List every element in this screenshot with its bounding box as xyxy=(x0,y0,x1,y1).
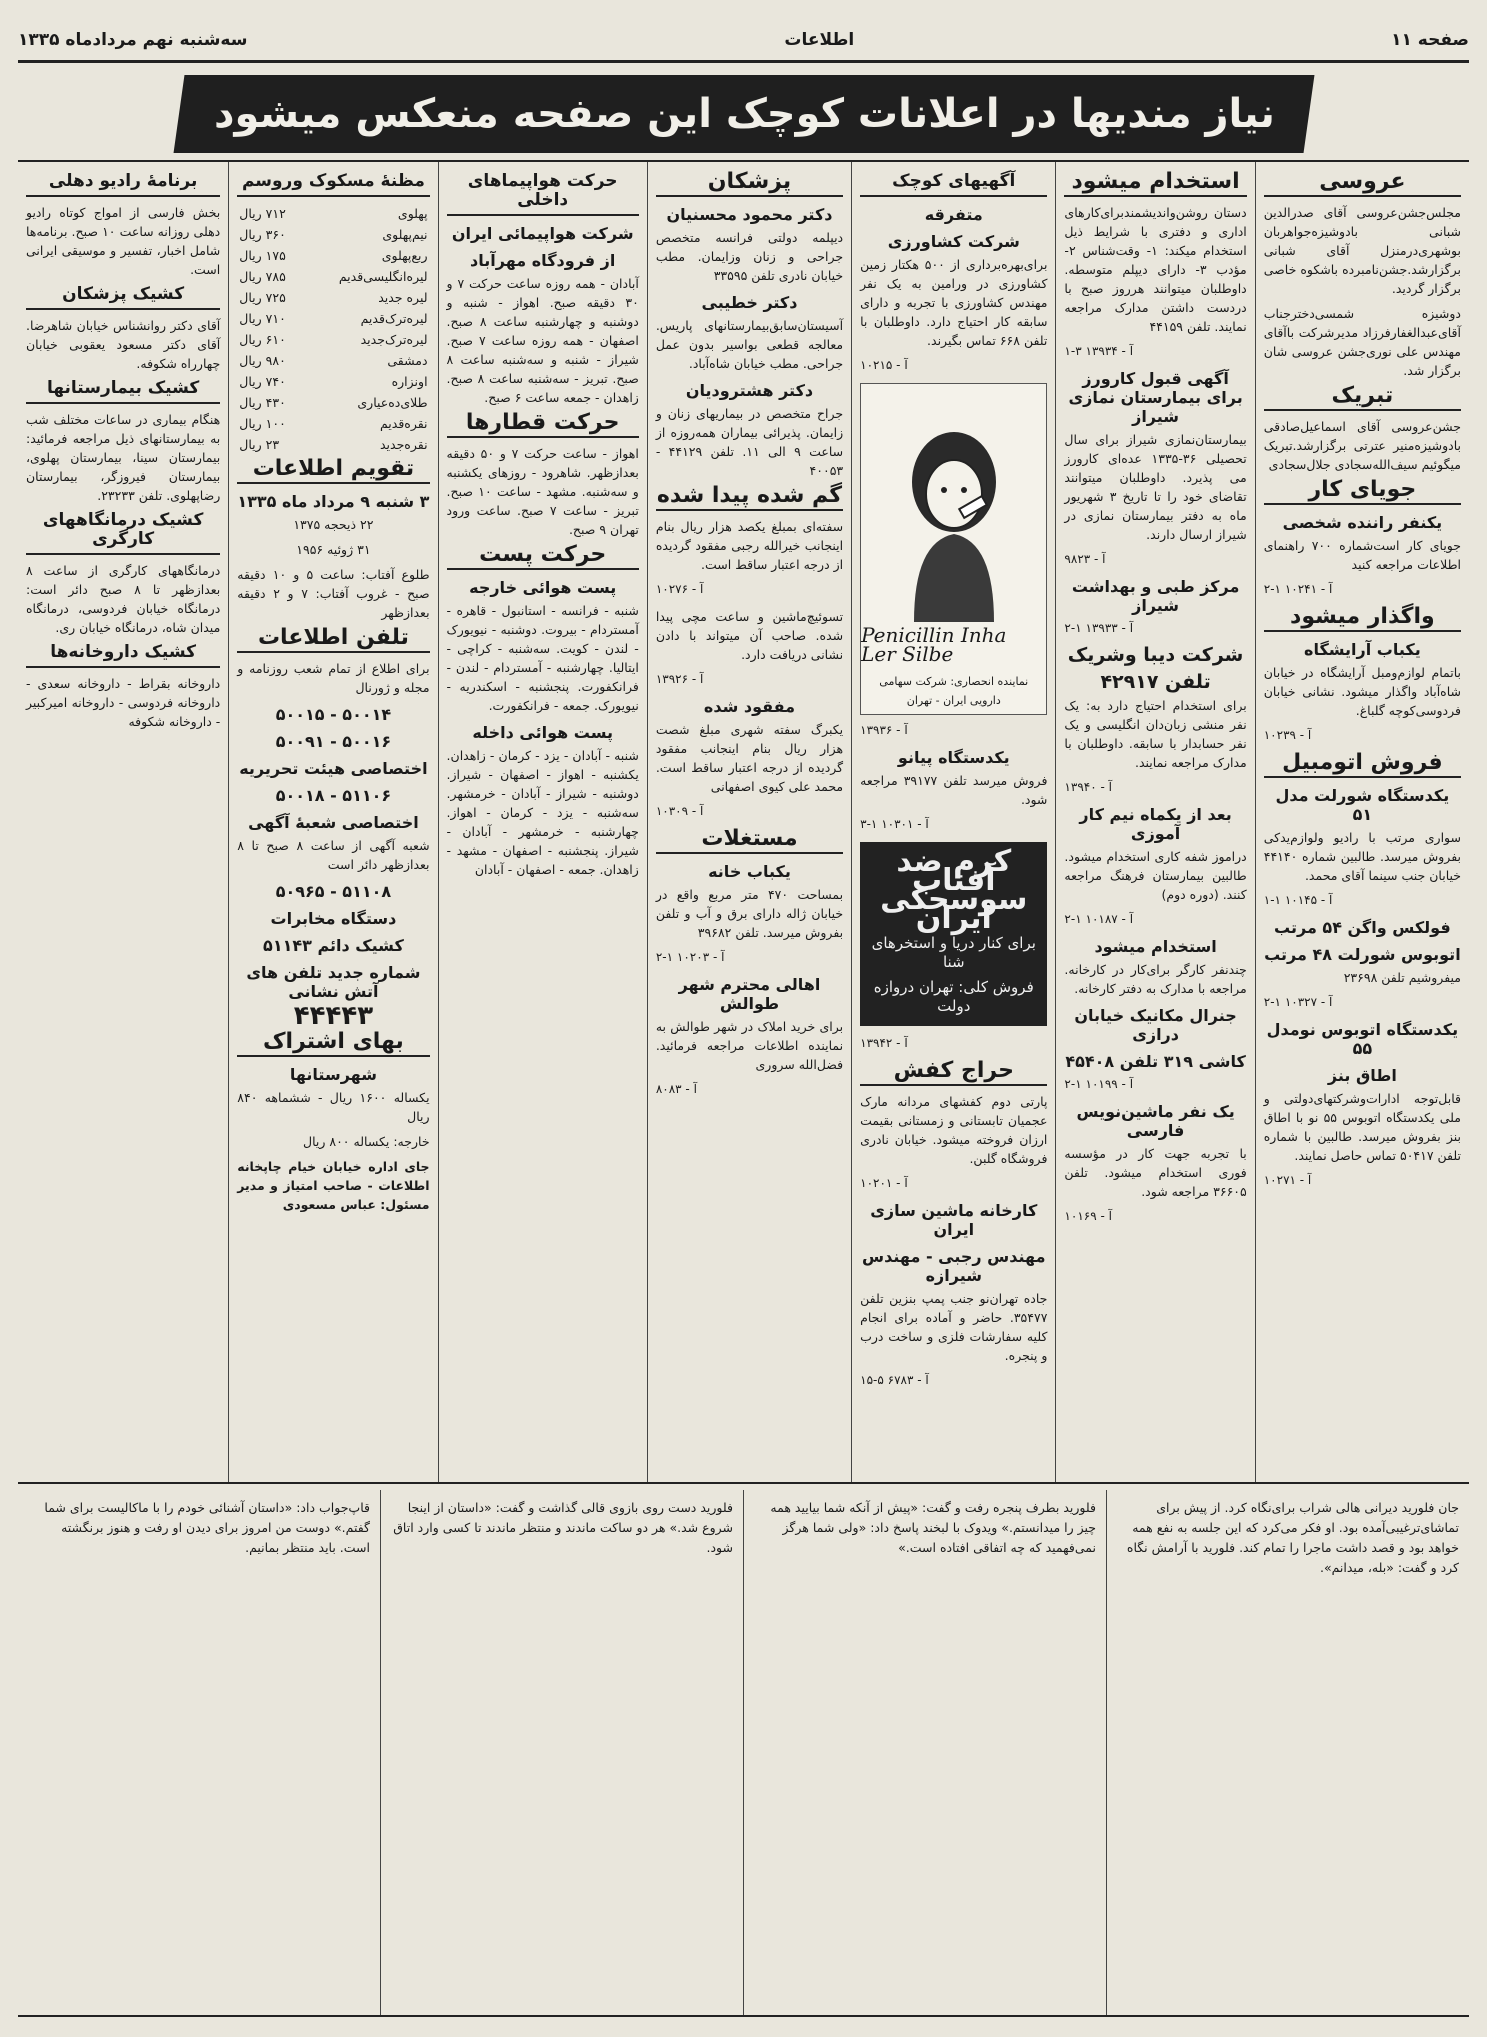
coin-price: ۷۴۰ ریال xyxy=(239,374,286,389)
trains-text: اهواز - ساعت حرکت ۷ و ۵۰ دقیقه بعدازظهر. شاهرود - روزهای یکشنبه و سه‌شنبه. مشهد - ساعت ۱۰ صبح. تبریز - ساعت ۷ صبح. ساعت ورود تهران ۹ صبح. xyxy=(446,446,639,537)
subscription-heading: بهای اشتراک xyxy=(237,1032,429,1057)
doctor-2-text: آسیستان‌سابق‌بیمارستانهای پاریس. معالجه قطعی بواسیر بدون عمل جراحی. مطب خیابان شاه‌آباد. xyxy=(655,318,844,371)
mechanic-title: جنرال مکانیک خیابان درازی xyxy=(1074,1006,1237,1044)
lost-found-text-1: سفته‌ای بمبلغ یکصد هزار ریال بنام اینجانب خیرالله رجبی مفقود گردیده از درجه اعتبار ساقط است. xyxy=(655,519,844,572)
phone-text: برای اطلاع از تمام شعب روزنامه و مجله و ژورنال xyxy=(237,661,430,695)
calendar-date-lunar: ۲۲ ذیحجه ۱۳۷۵ xyxy=(293,517,374,532)
ad-ref: آ - ۱۳۹۲۶ xyxy=(655,672,704,686)
coin-price: ۷۸۵ ریال xyxy=(239,269,286,284)
mechanic-phone: کاشی ۳۱۹ تلفن ۴۵۴۰۸ xyxy=(1065,1052,1246,1071)
benz-cabin-title: اطاق بنز xyxy=(1327,1066,1397,1085)
airline-title: شرکت هواپیمائی ایران xyxy=(451,224,634,243)
woman-illustration xyxy=(884,422,1024,622)
fire-dept-heading: شماره جدید تلفن های آتش نشانی xyxy=(246,963,421,1001)
ad-dept-text: شعبه آگهی از ساعت ۸ صبح تا ۸ بعدازظهر دائر است xyxy=(237,838,430,872)
ad-ref: آ - ۱۳۹۴۰ xyxy=(1064,780,1112,794)
price-row xyxy=(237,224,429,245)
duty-hospitals-heading: کشیک بیمارستانها xyxy=(26,379,220,404)
price-row xyxy=(237,308,429,329)
doctors-heading: پزشکان xyxy=(656,172,843,197)
new-bus-text: قابل‌توجه ادارات‌و‌شرکتهای‌دولتی و ملی یکدستگاه اتوبوس ۵۵ نو با اطاق بنز بفروش میرسد. طالبین با شماره تلفن ۵۰۴۱۷ تماس حاصل نمایند. xyxy=(1263,1091,1462,1163)
chevrolet-text: سواری مرتب با رادیو ولوازم‌یدکی بفروش میرسد. طالبین شماره ۴۴۱۴۰ خیابان جنب سینما آقای محمد. xyxy=(1263,830,1461,883)
machine-factory-text: جاده تهران‌نو جنب پمپ بنزین تلفن ۳۵۴۷۷. حاضر و آماده برای انجام کلیه سفارشات فلزی و ساخت درب و پنجره. xyxy=(860,1291,1048,1363)
penicillin-sub: نماینده انحصاری: شرکت سهامی دارویی ایران - تهران xyxy=(879,675,1029,707)
shoe-sale-text: پارتی دوم کفشهای مردانه مارک عجمیان تابستانی و زمستانی بقیمت ارزان فروخته میشود. خیابان نادری فروشگاه گلبن. xyxy=(860,1094,1048,1166)
transfer-heading: واگذار میشود xyxy=(1264,607,1461,632)
domestic-post-title: پست هوائی داخله xyxy=(472,723,613,742)
coin-price: ۳۶۰ ریال xyxy=(239,227,286,242)
ad-ref: آ - ۱۰۲۳۹ xyxy=(1263,728,1312,742)
machine-factory-engineers: مهندس رجبی - مهندس شیرازه xyxy=(862,1247,1046,1285)
ad-ref: آ - ۱۳۹۳۴ ۳-۱ xyxy=(1064,344,1134,358)
congrats-text: جشن‌عروسی آقای اسماعیل‌صادقی بادوشیزه‌منیر عترتی برگزار‌شد.تبریک ‌میگوئیم سیف‌الله‌سجادی جلال‌سجادی xyxy=(1263,419,1461,472)
chevrolet-title: یکدستگاه شورلت مدل ۵۱ xyxy=(1275,786,1450,824)
page-number: صفحه ۱۱ xyxy=(1391,30,1469,50)
coin-price: ۱۰۰ ریال xyxy=(239,416,286,431)
ad-ref: آ - ۱۰۳۰۱ ۱-۳ xyxy=(860,817,929,831)
coin-price: ۷۱۲ ریال xyxy=(239,206,286,221)
duty-doctors-heading: کشیک پزشکان xyxy=(26,285,220,310)
publisher-footer: جای اداره خیابان خیام چاپخانه اطلاعات - صاحب امتیاز و مدیر مسئول: عباس مسعودی xyxy=(237,1159,430,1212)
coin-name: نقره‌جدید xyxy=(379,437,428,452)
ad-ref: آ - ۱۰۳۰۹ xyxy=(655,804,704,818)
flights-heading: حرکت هواپیماهای داخلی xyxy=(447,172,639,216)
bus-title: اتوبوس شورلت ۴۸ مرتب xyxy=(1264,945,1461,964)
congrats-heading: تبریک xyxy=(1264,386,1461,411)
house-title: یکباب خانه xyxy=(708,862,791,881)
editorial-phone: ۵۱۱۰۶ - ۵۰۰۱۸ xyxy=(275,786,392,805)
coin-price: ۷۱۰ ریال xyxy=(239,311,286,326)
ad-ref: آ - ۸۰۸۳ xyxy=(655,1082,697,1096)
volkswagen-title: فولکس واگن ۵۴ مرتب xyxy=(1274,918,1451,937)
ad-ref: آ - ۱۰۲۷۶ xyxy=(655,582,704,596)
diba-title: شرکت دیبا وشریک xyxy=(1067,644,1244,666)
doctor-3-text: جراح متخصص در بیماریهای زنان و زایمان. پذیرائی بیماران همه‌روزه از ساعت ۹ الی ۱۱. تلفن ۴۴۱۲۹ - ۴۰۰۵۳ xyxy=(655,406,844,478)
ad-ref: آ - ۱۰۱۹۹ ۱-۲ xyxy=(1064,1077,1134,1091)
coin-price: ۹۸۰ ریال xyxy=(239,353,286,368)
barbershop-title: یکباب آرایشگاه xyxy=(1304,640,1421,659)
doctor-3-name: دکتر هشترودیان xyxy=(685,381,814,400)
column-doctors xyxy=(647,162,851,1482)
price-row xyxy=(237,371,429,392)
column-prices-calendar xyxy=(228,162,437,1482)
ad-ref: آ - ۶۷۸۳ ۵-۱۵ xyxy=(860,1373,929,1387)
duty-doctors-text: آقای دکتر روانشناس خیابان شاهرضا. آقای دکتر مسعود یعقوبی خیابان چهارراه شکوفه. xyxy=(26,318,221,371)
subscription-provinces: شهرستانها xyxy=(289,1065,377,1084)
calendar-date-solar: ۳ شنبه ۹ مرداد ماه ۱۳۳۵ xyxy=(237,492,430,511)
subscription-price-1: یکساله ۱۶۰۰ ریال - ششماهه ۸۴۰ ریال xyxy=(237,1090,430,1124)
sunscreen-ad xyxy=(860,842,1047,1026)
vw-text: میفروشیم تلفن ۲۳۶۹۸ xyxy=(1343,970,1461,985)
price-row xyxy=(237,203,429,224)
ad-dept-phone: ۵۱۱۰۸ - ۵۰۹۶۵ xyxy=(275,882,392,901)
hiring-text: چندنفر کارگر برای‌کار در کارخانه. مراجعه با مدارک به دفتر کارخانه. xyxy=(1064,962,1247,996)
domestic-post-text: شنبه - آبادان - یزد - کرمان - زاهدان. یکشنبه - اهواز - اصفهان - شیراز. دوشنبه - شیراز - آبادان - خرمشهر. سه‌شنبه - یزد - کرمان - اهواز. چهارشنبه - خرمشهر - آبادان - شیراز. پنجشنبه - اصفهان - مشهد - زاهدان. جمعه - اصفهان - آبادان xyxy=(446,748,639,877)
phone-numbers-2: ۵۰۰۱۶ - ۵۰۰۹۱ xyxy=(275,732,392,751)
price-row xyxy=(237,266,429,287)
radio-text: بخش فارسی از امواج کوتاه رادیو دهلی روزانه ساعت ۱۰ صبح. برنامه‌ها شامل اخبار، تفسیر و موسیقی ایرانی است. xyxy=(26,205,221,277)
ad-ref: آ - ۱۰۳۲۷ ۱-۲ xyxy=(1263,995,1333,1009)
coin-name: اونزاره xyxy=(391,374,428,389)
diba-phone: تلفن ۴۲۹۱۷ xyxy=(1100,671,1211,693)
ad-ref: آ - ۱۳۹۳۳ ۱-۲ xyxy=(1064,621,1134,635)
sunscreen-title: کرم ضد آفتاب سوسحکی ایران xyxy=(880,844,1028,936)
typist-text: با تجربه جهت کار در مؤسسه فوری استخدام میشود. تلفن ۳۶۶۰۵ مراجعه شود. xyxy=(1064,1146,1247,1199)
coin-price: ۱۷۵ ریال xyxy=(239,248,286,263)
issue-date: سه‌شنبه نهم مردادماه ۱۳۳۵ xyxy=(18,30,248,50)
phone-numbers-1: ۵۰۰۱۴ - ۵۰۰۱۵ xyxy=(275,705,392,724)
ad-ref: آ - ۱۳۹۳۶ xyxy=(860,723,908,737)
new-bus-title: یکدستگاه اتوبوس نومدل ۵۵ xyxy=(1266,1020,1459,1058)
sunscreen-dealer: فروش کلی: تهران دروازه دولت xyxy=(873,978,1034,1015)
piano-title: یکدستگاه پیانو xyxy=(897,748,1010,767)
coin-name: طلای‌ده‌عیاری xyxy=(357,395,428,410)
foreign-post-text: شنبه - فرانسه - استانبول - قاهره - آمستردام - بیروت. دوشنبه - نیویورک - لندن - کویت. سه‌شنبه - کراچی - ایتالیا. چهارشنبه - آمستردام - لندن - فرانکفورت. پنجشنبه - اسکندریه - نیویورک. جمعه - فرانکفورت. xyxy=(446,603,639,713)
doctor-2-name: دکتر خطیبی xyxy=(701,293,798,312)
intern-text: بیمارستان‌نمازی شیراز برای سال تحصیلی ۳۶-۱۳۳۵ عده‌ای کارورز می پذیرد. داوطلبان میتوانند تقاضای خود را تا تاریخ ۳ شهریور ماه به دفتر بیمارستان نمازی در شیراز ارسال دارند. xyxy=(1064,432,1247,542)
agri-company-text: برای‌بهره‌برداری از ۵۰۰ هکتار زمین کشاورزی در ورامین به یک نفر مهندس کشاورزی با تجربه و دارای سابقه کار احتیاج دارد. داوطلبان با تلفن ۶۶۸ تماس بگیرند. xyxy=(860,257,1048,348)
story-column-4: قاپ‌جواب داد: «داستان آشنائی خودم را با ماکالیست برای شما گفتم.» دوست من امروز برای دیدن او رفت و هنوز برنگشته است. باید منتظر بمانیم. xyxy=(44,1500,370,1555)
piano-text: فروش میرسد تلفن ۳۹۱۷۷ مراجعه شود. xyxy=(860,773,1048,807)
shiraz-health-title: مرکز طبی و بهداشت شیراز xyxy=(1071,577,1240,615)
subscription-price-2: خارجه: یکساله ۸۰۰ ریال xyxy=(302,1134,430,1149)
doctor-1-name: دکتر محمود محسنیان xyxy=(666,205,833,224)
newspaper-page xyxy=(18,20,1469,2020)
ad-dept-heading: اختصاصی شعبهٔ آگهی xyxy=(248,813,419,832)
ad-ref: آ - ۱۰۲۰۳ ۱-۲ xyxy=(655,950,725,964)
coin-prices-heading: مظنهٔ مسکوک وروسم xyxy=(237,172,429,197)
lost-found-text-2: تسوئیچ‌ماشین و ساعت مچی پیدا شده. صاحب آن میتواند با دادن نشانی دریافت دارد. xyxy=(655,609,844,662)
column-radio-duty xyxy=(18,162,228,1482)
sunscreen-sub: برای کنار دریا و استخرهای شنا xyxy=(871,934,1036,971)
telecom-heading: دستگاه مخابرات xyxy=(270,909,397,928)
driver-ad-title: یکنفر راننده شخصی xyxy=(1282,513,1443,532)
foreign-post-title: پست هوائی خارجه xyxy=(469,578,617,597)
wedding-text-1: مجلس‌جشن‌عروسی آقای صدرالدین شبانی باد‌وشیزه‌جواهر‌بان بوشهری‌در‌منزل آقای شبانی برگزار‌شد.جشن‌نامبرده باشکوه خاصی برگزار گردید. xyxy=(1263,205,1461,296)
training-text: دراموز شفه کاری استخدام میشود. طالبین بیمارستان فرهنگ مراجعه کنند. (دوره دوم) xyxy=(1064,849,1247,902)
flights-text: آبادان - همه روزه ساعت حرکت ۷ و ۳۰ دقیقه صبح. اهواز - شنبه و دوشنبه و چهارشنبه ساعت ۸ صبح. اصفهان - همه روزه ساعت ۷ صبح. شیراز - شنبه و سه‌شنبه ساعت ۸ صبح. تبریز - سه‌شنبه ساعت ۸ صبح. زاهدان - جمعه ساعت ۶ صبح. xyxy=(446,276,639,405)
coin-name: لیره جدید xyxy=(378,290,428,305)
story-column-1: جان فلورید دیرانی هالی شراب برای‌نگاه کرد. از پیش برای تماشای‌ترغیبی‌آمده بود. او فکر می‌کرد که این جلسه به نفع همه خواهد بود و قصد داشت ماجرا را تمام کند. فلورید با آرامش نگاه کرد و گفت: «بله، میدانم». xyxy=(1106,1490,1469,2015)
lost-found-heading: گم شده پیدا شده xyxy=(656,486,843,511)
shoe-sale-heading: حراج کفش xyxy=(860,1061,1047,1086)
ad-ref: آ - ۱۰۱۶۹ xyxy=(1064,1209,1112,1223)
coin-name: نقره‌قدیم xyxy=(379,416,428,431)
coin-price: ۷۲۵ ریال xyxy=(239,290,286,305)
coin-price: ۲۳ ریال xyxy=(239,437,280,452)
telecom-phone: کشیک دائم ۵۱۱۴۳ xyxy=(263,936,404,955)
coin-name: پهلوی xyxy=(397,206,428,221)
serial-story-section xyxy=(18,1490,1469,2017)
classified-columns xyxy=(18,160,1469,1484)
ad-ref: آ - ۱۰۱۴۵ ۱-۱ xyxy=(1263,893,1333,907)
car-sale-heading: فروش اتومبیل xyxy=(1264,753,1461,778)
job-seeking-heading: جویای کار xyxy=(1264,480,1461,505)
calendar-date-gregorian: ۳۱ ژوئیه ۱۹۵۶ xyxy=(296,542,371,557)
price-row xyxy=(237,392,429,413)
wedding-text-2: دوشیزه شمسی‌دخترجناب آقای‌عبدالغفار‌فرزاد مدیر‌شرکت با‌آقای مهندس علی نوری‌جشن عروسی شان برگزار شد. xyxy=(1263,306,1461,378)
column-employment xyxy=(1055,162,1254,1482)
talesh-text: برای خرید املاک در شهر طوالش به نماینده اطلاعات مراجعه فرمائید. فضل‌الله سروری xyxy=(655,1019,844,1072)
employment-text-1: دستان روشن‌واندیشمند‌برای‌کارهای اداری و دفتری با شرایط ذیل استخدام میکند: ۱- وقت‌شناس ۲- مؤدب ۳- دارای دیپلم متوسطه. داوطلبان میتوانند هر‌روز صبح با دردست داشتن مدارک مراجعه نمایند. تلفن ۴۴۱۵۹ xyxy=(1064,205,1247,334)
penicillin-ad xyxy=(860,383,1047,715)
calendar-heading: تقویم اطلاعات xyxy=(237,459,429,484)
penicillin-brand: Penicillin Inha Ler Silbe xyxy=(861,623,1007,666)
machine-factory-title: کارخانه ماشین سازی ایران xyxy=(870,1201,1038,1239)
post-heading: حرکت پست xyxy=(447,545,639,570)
employment-heading: استخدام میشود xyxy=(1064,172,1246,197)
agri-company-title: شرکت کشاورزی xyxy=(887,232,1020,251)
duty-clinics-text: درمانگاههای کارگری از ساعت ۸ بعدازظهر تا ۸ صبح دائر است: درمانگاه خیابان فردوسی، درمانگاه میدان شاه، درمانگاه خیابان ری. xyxy=(26,563,221,635)
duty-pharmacies-heading: کشیک داروخانه‌ها xyxy=(26,643,220,668)
intern-title: آگهی قبول کارورز برای بیمارستان نمازی شیراز xyxy=(1068,369,1243,426)
coin-name: نیم‌پهلوی xyxy=(382,227,428,242)
price-row xyxy=(237,434,429,455)
phone-heading: تلفن اطلاعات xyxy=(237,628,429,653)
coin-prices-table xyxy=(237,203,429,455)
duty-clinics-heading: کشیک درمانگاههای کارگری xyxy=(26,511,220,555)
duty-hospitals-text: هنگام بیماری در ساعات مختلف شب به بیمارستانهای ذیل مراجعه فرمائید: بیمارستان سینا، بیمارستان پهلوی، بیمارستان فیروزگر، بیمارستان رضا‌پهلوی. تلفن ۲۳۲۳۳. xyxy=(26,412,221,503)
fire-dept-phone: ۴۴۴۴۳ xyxy=(293,1001,374,1031)
airport-title: از فرودگاه مهرآباد xyxy=(470,251,616,270)
ad-ref: آ - ۱۰۲۴۱ ۱-۲ xyxy=(1263,582,1333,596)
coin-name: دمشقی xyxy=(387,353,428,368)
paper-name: اطلاعات xyxy=(784,30,855,50)
doctor-1-text: دیپلمه دولتی فرانسه متخصص جراحی و زنان وزایمان. مطب خیابان ‌نادری تلفن ۳۳۵۹۵ xyxy=(655,230,844,283)
lost-heading: مفقود شده xyxy=(703,697,796,716)
house-text: بمساحت ۴۷۰ متر مربع واقع در خیابان ژاله دارای برق و آب و تلفن بفروش میرسد. تلفن ۳۹۶۸۲ xyxy=(655,887,844,940)
story-column-2: فلورید بطرف پنجره رفت و گفت: «پیش از آنکه شما بیایید همه چیز را میدانستم.» ویدوک با لبخند پاسخ داد: «ولی شما هرگز نمی‌فهمید که چه اتفاقی افتاده است.» xyxy=(743,1490,1106,2015)
talesh-title: اهالی محترم شهر طوالش xyxy=(678,975,821,1013)
coin-name: لیره‌انگلیسی‌قدیم xyxy=(338,269,428,284)
small-ads-heading: آگهیهای کوچک xyxy=(860,172,1047,197)
misc-heading: متفرقه xyxy=(924,205,983,224)
ad-ref: آ - ۱۰۲۱۵ xyxy=(860,358,908,372)
price-row xyxy=(237,329,429,350)
price-row xyxy=(237,350,429,371)
coin-name: ربع‌پهلوی xyxy=(381,248,428,263)
ad-ref: آ - ۱۳۹۴۲ xyxy=(860,1036,908,1050)
radio-heading: برنامهٔ رادیو دهلی xyxy=(26,172,220,197)
column-transport xyxy=(438,162,647,1482)
typist-title: یک نفر ماشین‌نویس فارسی xyxy=(1076,1102,1235,1140)
hiring-title: استخدام میشود xyxy=(1094,937,1217,956)
price-row xyxy=(237,245,429,266)
price-row xyxy=(237,413,429,434)
ad-ref: آ - ۱۰۲۷۱ xyxy=(1263,1173,1312,1187)
ad-ref: آ - ۱۰۱۸۷ ۱-۲ xyxy=(1064,912,1134,926)
page-header xyxy=(18,20,1469,63)
classified-banner: نیاز مندیها در اعلانات کوچک این صفحه منعکس میشود xyxy=(173,75,1314,153)
training-title: بعد از یکماه نیم کار آموزی xyxy=(1079,805,1232,843)
lost-text: یکبرگ سفته شهری مبلغ شصت هزار ریال بنام اینجانب مفقود گردیده از درجه اعتبار ساقط است. محمد علی کیوی اصفهانی xyxy=(655,722,844,794)
coin-name: لیره‌ترک‌قدیم xyxy=(360,311,428,326)
editorial-heading: اختصاصی هیئت تحریریه xyxy=(239,759,428,778)
driver-ad-text: جویای کار است‌شماره ۷۰۰ راهنمای اطلاعات مراجعه کنید xyxy=(1263,538,1461,572)
barbershop-text: باتمام لوازم‌ومبل آرایشگاه در خیابان شاه‌آباد واگذار میشود. نشانی خیابان فردوسی‌کوچه گلباغ. xyxy=(1263,665,1461,718)
coin-price: ۶۱۰ ریال xyxy=(239,332,286,347)
ad-ref: آ - ۱۰۲۰۱ xyxy=(860,1176,908,1190)
wedding-heading: عروسی xyxy=(1264,172,1461,197)
column-misc-ads xyxy=(851,162,1055,1482)
trains-heading: حرکت قطارها xyxy=(447,413,639,438)
price-row xyxy=(237,287,429,308)
coin-price: ۴۳۰ ریال xyxy=(239,395,286,410)
real-estate-heading: مستغلات xyxy=(656,829,843,854)
duty-pharmacies-text: داروخانه بقراط - داروخانه سعدی - داروخانه فردوسی - داروخانه امیرکبیر - داروخانه شکوفه xyxy=(26,676,221,729)
diba-text: برای استخدام احتیاج دارد به: یک نفر منشی زبان‌دان انگلیسی و یک نفر حسابدار با سابقه. داوطلبان با مدارک مراجعه نمایند. xyxy=(1064,698,1247,770)
column-wedding xyxy=(1255,162,1469,1482)
sunrise-sunset: طلوع آفتاب: ساعت ۵ و ۱۰ دقیقه صبح - غروب آفتاب: ۷ و ۲ دقیقه بعدازظهر xyxy=(237,567,430,620)
ad-ref: آ - ۹۸۲۳ xyxy=(1064,552,1106,566)
story-column-3: فلورید دست روی بازوی قالی گذاشت و گفت: «داستان از اینجا شروع شد.» هر دو ساکت ماندند و منتظر ماندند تا کسی وارد اتاق شود. xyxy=(380,1490,743,2015)
coin-name: لیره‌ترک‌جدید xyxy=(360,332,428,347)
